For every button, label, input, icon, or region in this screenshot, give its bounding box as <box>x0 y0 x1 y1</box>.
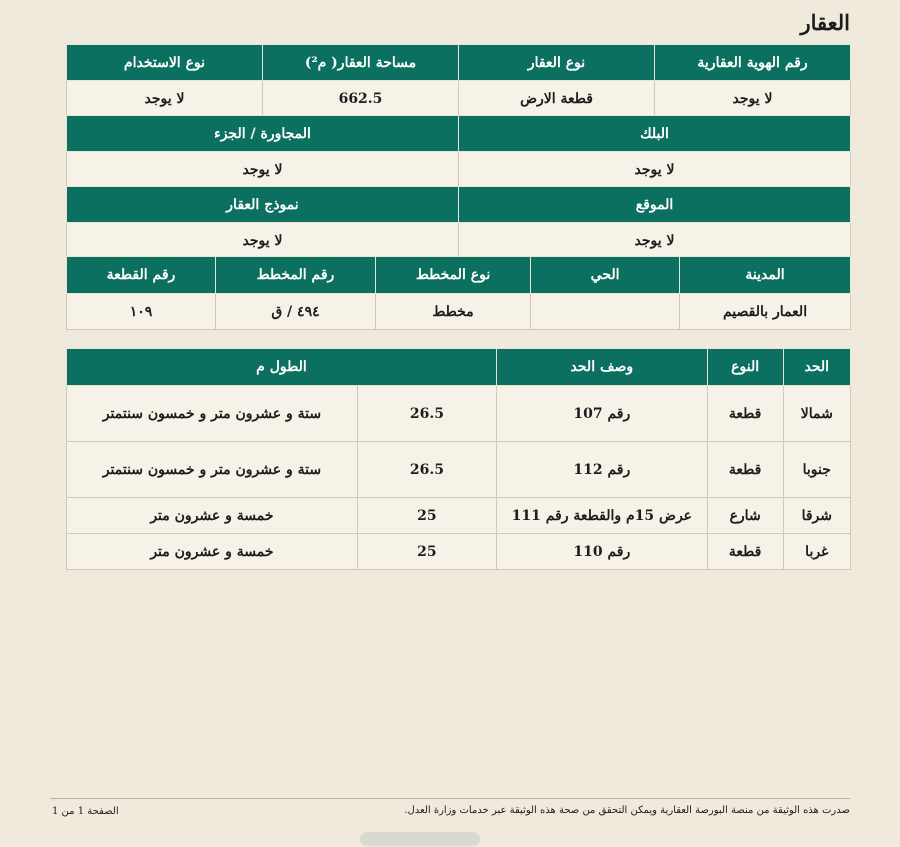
header-city: المدينة <box>680 257 851 294</box>
bound-length: 25 <box>357 498 496 534</box>
header-bound-description: وصف الحد <box>496 349 707 386</box>
page-title: العقار <box>800 10 850 35</box>
value-district <box>531 294 680 330</box>
bound-type: قطعة <box>707 386 783 442</box>
header-property-area: مساحة العقار( م²) <box>263 45 459 81</box>
value-property-type: قطعة الارض <box>459 81 655 117</box>
header-location: الموقع <box>459 187 851 223</box>
page-number: الصفحة 1 من 1 <box>52 806 119 817</box>
bound-description: عرض 15م والقطعة رقم 111 <box>496 498 707 534</box>
value-property-id: لا يوجد <box>655 81 851 117</box>
header-usage-type: نوع الاستخدام <box>67 45 263 81</box>
bound-length: 26.5 <box>357 386 496 442</box>
block-table <box>66 115 851 188</box>
location-table <box>66 186 851 259</box>
bound-description: رقم 107 <box>496 386 707 442</box>
watermark-logo <box>360 832 480 846</box>
value-city: العمار بالقصيم <box>680 294 851 330</box>
value-plot-number: ١٠٩ <box>67 294 216 330</box>
value-location: لا يوجد <box>459 223 851 259</box>
value-property-area: 662.5 <box>263 81 459 117</box>
property-table <box>66 44 851 117</box>
bound-length: 25 <box>357 534 496 570</box>
bound-length-text: خمسة و عشرون متر <box>67 498 358 534</box>
header-block: البلك <box>459 116 851 152</box>
table-row <box>67 386 851 442</box>
header-district: الحي <box>531 257 680 294</box>
bound-description: رقم 112 <box>496 442 707 498</box>
bound-type: قطعة <box>707 534 783 570</box>
bound-side: شرقا <box>783 498 850 534</box>
table-row <box>67 534 851 570</box>
bound-length-text: ستة و عشرون متر و خمسون سنتمتر <box>67 442 358 498</box>
bound-length-text: ستة و عشرون متر و خمسون سنتمتر <box>67 386 358 442</box>
bound-length: 26.5 <box>357 442 496 498</box>
bound-side: جنوبا <box>783 442 850 498</box>
header-property-model: نموذج العقار <box>67 187 459 223</box>
bound-type: شارع <box>707 498 783 534</box>
header-plan-type: نوع المخطط <box>375 257 530 294</box>
value-property-model: لا يوجد <box>67 223 459 259</box>
header-property-type: نوع العقار <box>459 45 655 81</box>
bound-description: رقم 110 <box>496 534 707 570</box>
bounds-table <box>66 348 851 570</box>
bound-length-text: خمسة و عشرون متر <box>67 534 358 570</box>
header-bound-length: الطول م <box>67 349 497 386</box>
bound-type: قطعة <box>707 442 783 498</box>
table-row <box>67 498 851 534</box>
value-usage-type: لا يوجد <box>67 81 263 117</box>
header-property-id: رقم الهوية العقارية <box>655 45 851 81</box>
bound-side: غربا <box>783 534 850 570</box>
value-plan-number: ٤٩٤ / ق <box>216 294 376 330</box>
value-neighborhood-part: لا يوجد <box>67 152 459 188</box>
footer-note: صدرت هذه الوثيقة من منصة البورصة العقارية ويمكن التحقق من صحة هذه الوثيقة عبر خدمات وزارة العدل. <box>404 805 850 816</box>
header-plan-number: رقم المخطط <box>216 257 376 294</box>
header-plot-number: رقم القطعة <box>67 257 216 294</box>
table-row <box>67 442 851 498</box>
header-neighborhood-part: المجاورة / الجزء <box>67 116 459 152</box>
footer-divider <box>50 798 850 799</box>
bound-side: شمالا <box>783 386 850 442</box>
value-plan-type: مخطط <box>375 294 530 330</box>
city-table <box>66 256 851 330</box>
header-bound-type: النوع <box>707 349 783 386</box>
header-bound-side: الحد <box>783 349 850 386</box>
value-block: لا يوجد <box>459 152 851 188</box>
